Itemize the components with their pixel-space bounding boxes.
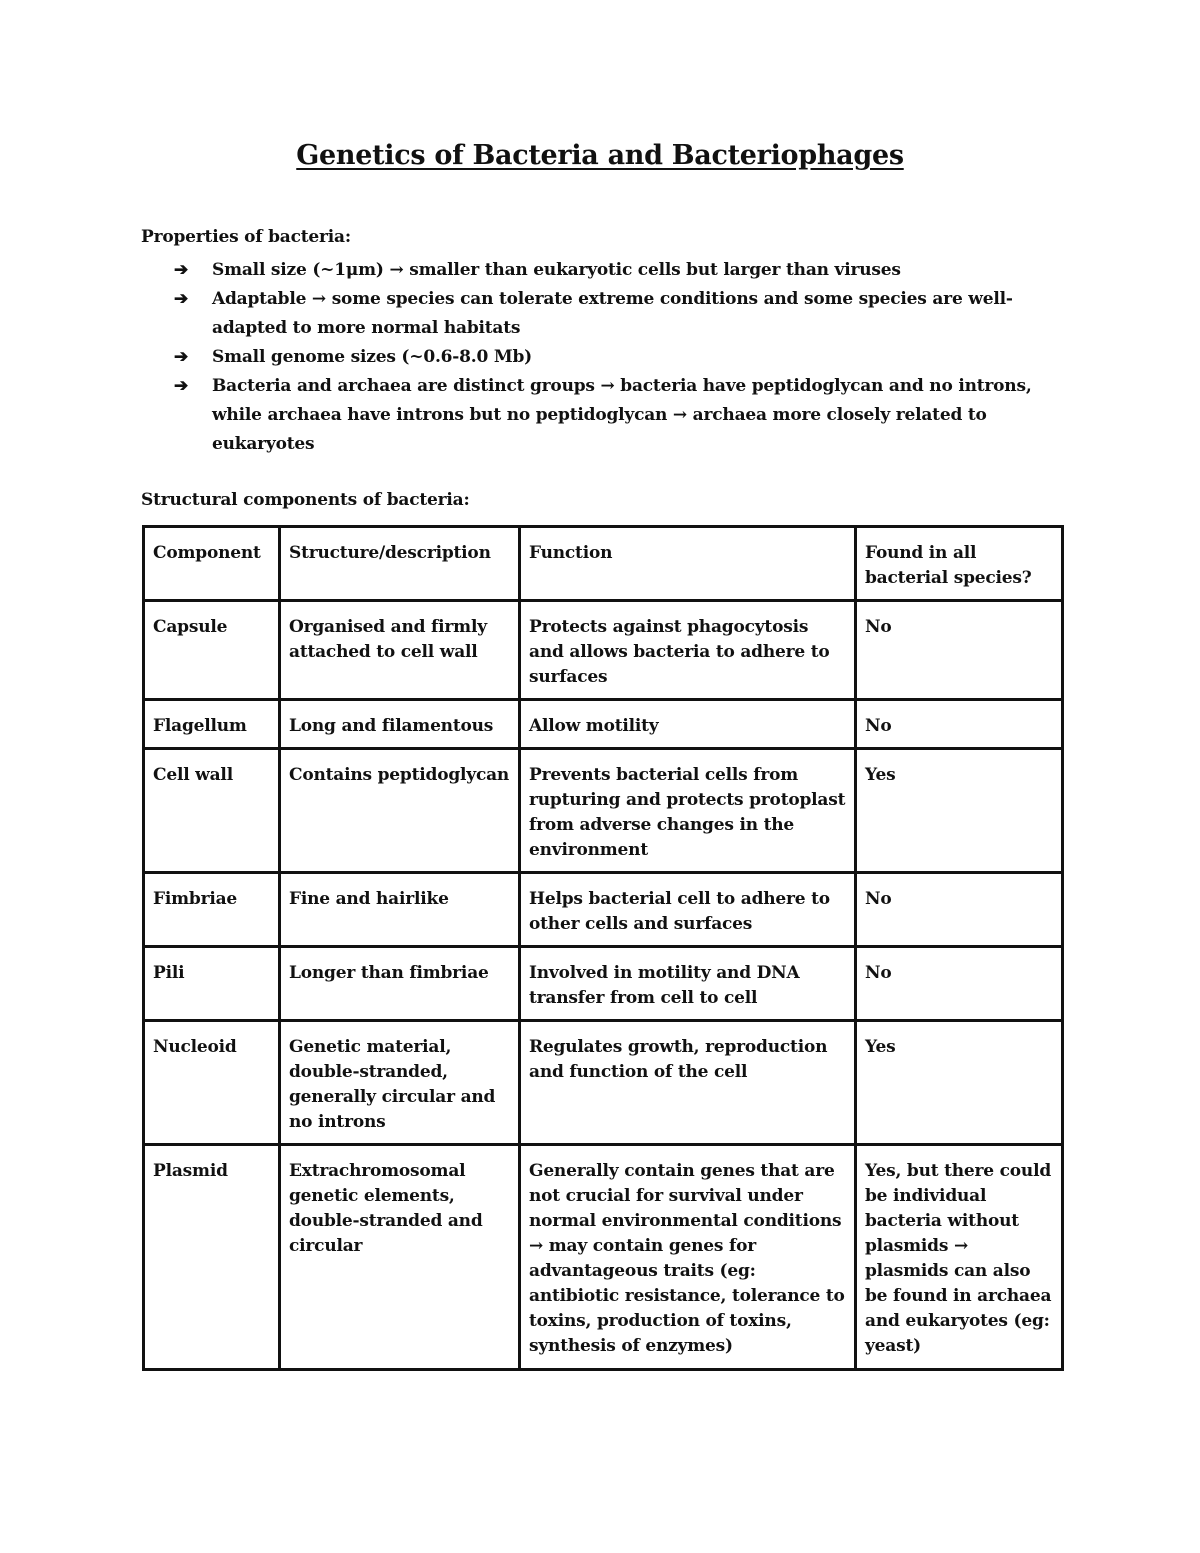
list-item-text: Small genome sizes (~0.6-8.0 Mb) xyxy=(212,347,532,367)
column-header: Component xyxy=(144,527,280,601)
structure-cell: Contains peptidoglycan xyxy=(280,749,520,873)
table-row xyxy=(144,1021,1063,1145)
structure-cell: Organised and firmly attached to cell wall xyxy=(280,601,520,700)
function-cell: Involved in motility and DNA transfer from cell to cell xyxy=(520,947,856,1021)
found-cell: No xyxy=(856,700,1063,749)
structure-cell: Long and filamentous xyxy=(280,700,520,749)
column-header: Structure/description xyxy=(280,527,520,601)
list-item-text: Bacteria and archaea are distinct groups → bacteria have peptidoglycan and no introns, while archaea have introns but no peptidoglycan → archaea more closely related to eukaryotes xyxy=(212,376,1032,454)
structure-cell: Genetic material, double-stranded, generally circular and no introns xyxy=(280,1021,520,1145)
found-cell: No xyxy=(856,947,1063,1021)
found-cell: No xyxy=(856,873,1063,947)
list-item xyxy=(141,372,1041,459)
table-row xyxy=(144,1145,1063,1370)
list-item xyxy=(141,256,1041,285)
found-cell: Yes xyxy=(856,1021,1063,1145)
structure-cell: Longer than fimbriae xyxy=(280,947,520,1021)
table-row xyxy=(144,601,1063,700)
properties-heading: Properties of bacteria: xyxy=(141,227,351,247)
column-header: Found in all bacterial species? xyxy=(856,527,1063,601)
arrow-bullet-icon: ➔ xyxy=(174,260,189,280)
found-cell: No xyxy=(856,601,1063,700)
component-cell: Capsule xyxy=(144,601,280,700)
component-cell: Cell wall xyxy=(144,749,280,873)
arrow-bullet-icon: ➔ xyxy=(174,289,189,309)
component-cell: Plasmid xyxy=(144,1145,280,1370)
components-table xyxy=(142,525,1064,1371)
structure-cell: Fine and hairlike xyxy=(280,873,520,947)
function-cell: Helps bacterial cell to adhere to other cells and surfaces xyxy=(520,873,856,947)
component-cell: Nucleoid xyxy=(144,1021,280,1145)
arrow-bullet-icon: ➔ xyxy=(174,347,189,367)
table-row xyxy=(144,873,1063,947)
function-cell: Prevents bacterial cells from rupturing and protects protoplast from adverse changes in the environment xyxy=(520,749,856,873)
function-cell: Protects against phagocytosis and allows bacteria to adhere to surfaces xyxy=(520,601,856,700)
structure-cell: Extrachromosomal genetic elements, double-stranded and circular xyxy=(280,1145,520,1370)
found-cell: Yes xyxy=(856,749,1063,873)
column-header: Function xyxy=(520,527,856,601)
list-item-text: Small size (~1μm) → smaller than eukaryotic cells but larger than viruses xyxy=(212,260,901,280)
function-cell: Generally contain genes that are not crucial for survival under normal environmental conditions → may contain genes for advantageous traits (eg: antibiotic resistance, tolerance to toxins, production of toxins, synthesis of enzymes) xyxy=(520,1145,856,1370)
list-item-text: Adaptable → some species can tolerate extreme conditions and some species are well-adapted to more normal habitats xyxy=(212,289,1013,338)
structural-heading: Structural components of bacteria: xyxy=(141,490,470,510)
table-header-row xyxy=(144,527,1063,601)
component-cell: Flagellum xyxy=(144,700,280,749)
list-item xyxy=(141,343,1041,372)
function-cell: Regulates growth, reproduction and function of the cell xyxy=(520,1021,856,1145)
properties-list xyxy=(141,256,1041,459)
component-cell: Fimbriae xyxy=(144,873,280,947)
list-item xyxy=(141,285,1041,343)
table-row xyxy=(144,749,1063,873)
page-title: Genetics of Bacteria and Bacteriophages xyxy=(296,140,904,171)
arrow-bullet-icon: ➔ xyxy=(174,376,189,396)
table-row xyxy=(144,700,1063,749)
function-cell: Allow motility xyxy=(520,700,856,749)
table-row xyxy=(144,947,1063,1021)
component-cell: Pili xyxy=(144,947,280,1021)
found-cell: Yes, but there could be individual bacteria without plasmids → plasmids can also be found in archaea and eukaryotes (eg: yeast) xyxy=(856,1145,1063,1370)
